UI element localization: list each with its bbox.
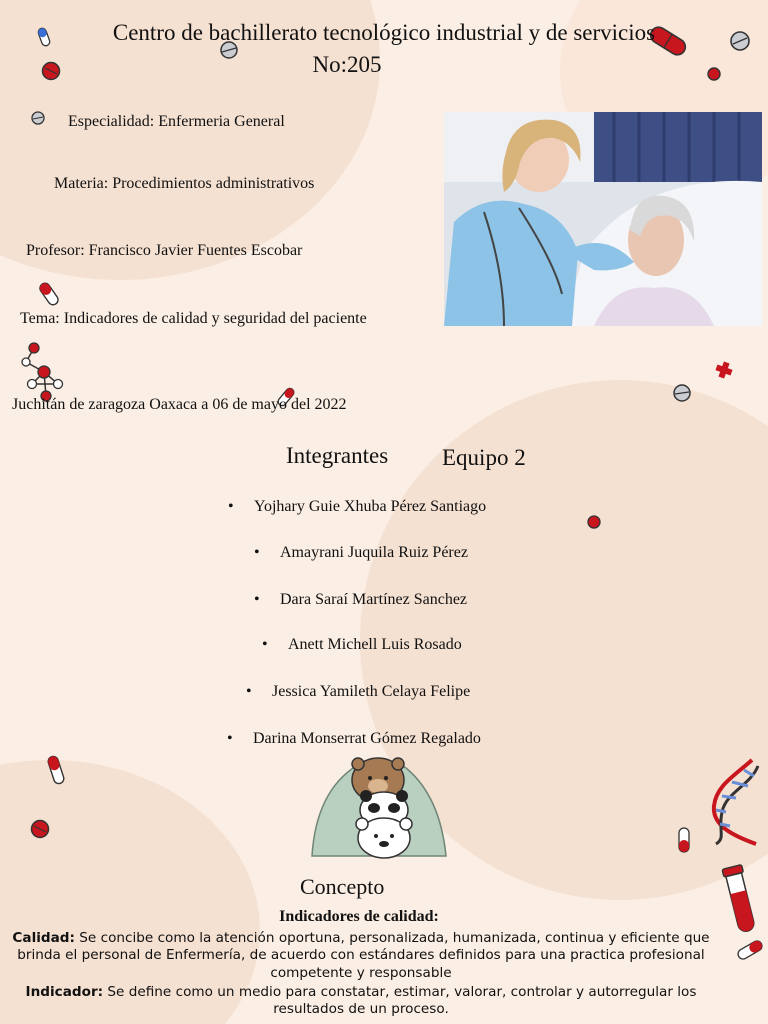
member-name: Yojhary Guie Xhuba Pérez Santiago [254, 498, 487, 515]
bullet: • [227, 730, 233, 747]
bullet: • [228, 498, 234, 515]
calidad-text: Se concibe como la atención oportuna, personalizada, humanizada, continua y eficiente que brinda el personal de Enfermería, de acuerdo con estándares definidos para una practica profesional competente y responsable [17, 930, 710, 981]
bullet: • [246, 683, 252, 700]
capsule-icon [734, 938, 766, 962]
capsule-icon [674, 826, 694, 854]
molecule-icon [14, 338, 70, 404]
list-item [262, 636, 462, 654]
place-date-text: Juchitán de zaragoza Oaxaca a 06 de mayo del 2022 [12, 396, 347, 413]
indicador-label: Indicador: [25, 984, 104, 1000]
red-pill-icon [706, 66, 722, 82]
school-title: Centro de bachillerato tecnológico industrial y de servicios [112, 20, 656, 45]
test-tube-icon [716, 862, 764, 938]
materia-text: Materia: Procedimientos administrativos [54, 175, 315, 192]
member-name: Anett Michell Luis Rosado [288, 636, 462, 653]
list-item [227, 730, 481, 748]
member-name: Amayrani Juquila Ruiz Pérez [280, 544, 468, 561]
especialidad-text: Especialidad: Enfermeria General [68, 113, 285, 130]
school-number: No:205 [312, 52, 382, 77]
dna-icon [704, 756, 764, 848]
red-pill-icon [29, 818, 51, 840]
tema-text: Tema: Indicadores de calidad y seguridad del paciente [20, 310, 367, 327]
calidad-label: Calidad: [12, 930, 75, 946]
list-item [228, 498, 486, 516]
red-pill-icon [586, 514, 602, 530]
bullet: • [262, 636, 268, 653]
members-heading: Integrantes [286, 443, 389, 468]
nurse-patient-photo [444, 112, 762, 326]
team-label: Equipo 2 [442, 445, 526, 470]
tablet-icon [672, 383, 692, 403]
capsule-icon [44, 754, 68, 786]
bullet: • [254, 591, 260, 608]
profesor-text: Profesor: Francisco Javier Fuentes Escobar [26, 242, 303, 259]
list-item [254, 544, 468, 562]
member-name: Darina Monserrat Gómez Regalado [253, 730, 481, 747]
concept-title: Concepto [300, 874, 385, 899]
indicador-paragraph [4, 984, 718, 1019]
tablet-icon [30, 110, 46, 126]
list-item [246, 683, 470, 701]
indicador-text: Se define como un medio para constatar, estimar, valorar, controlar y autorregular los resultados de un proceso. [103, 984, 697, 1018]
list-item [254, 591, 467, 609]
bullet: • [254, 544, 260, 561]
calidad-paragraph [4, 930, 718, 982]
concept-subtitle: Indicadores de calidad: [279, 908, 439, 925]
bears-illustration [306, 752, 450, 866]
member-name: Jessica Yamileth Celaya Felipe [272, 683, 471, 700]
capsule-icon [36, 280, 62, 308]
red-cross-icon [714, 360, 734, 380]
member-name: Dara Saraí Martínez Sanchez [280, 591, 468, 608]
